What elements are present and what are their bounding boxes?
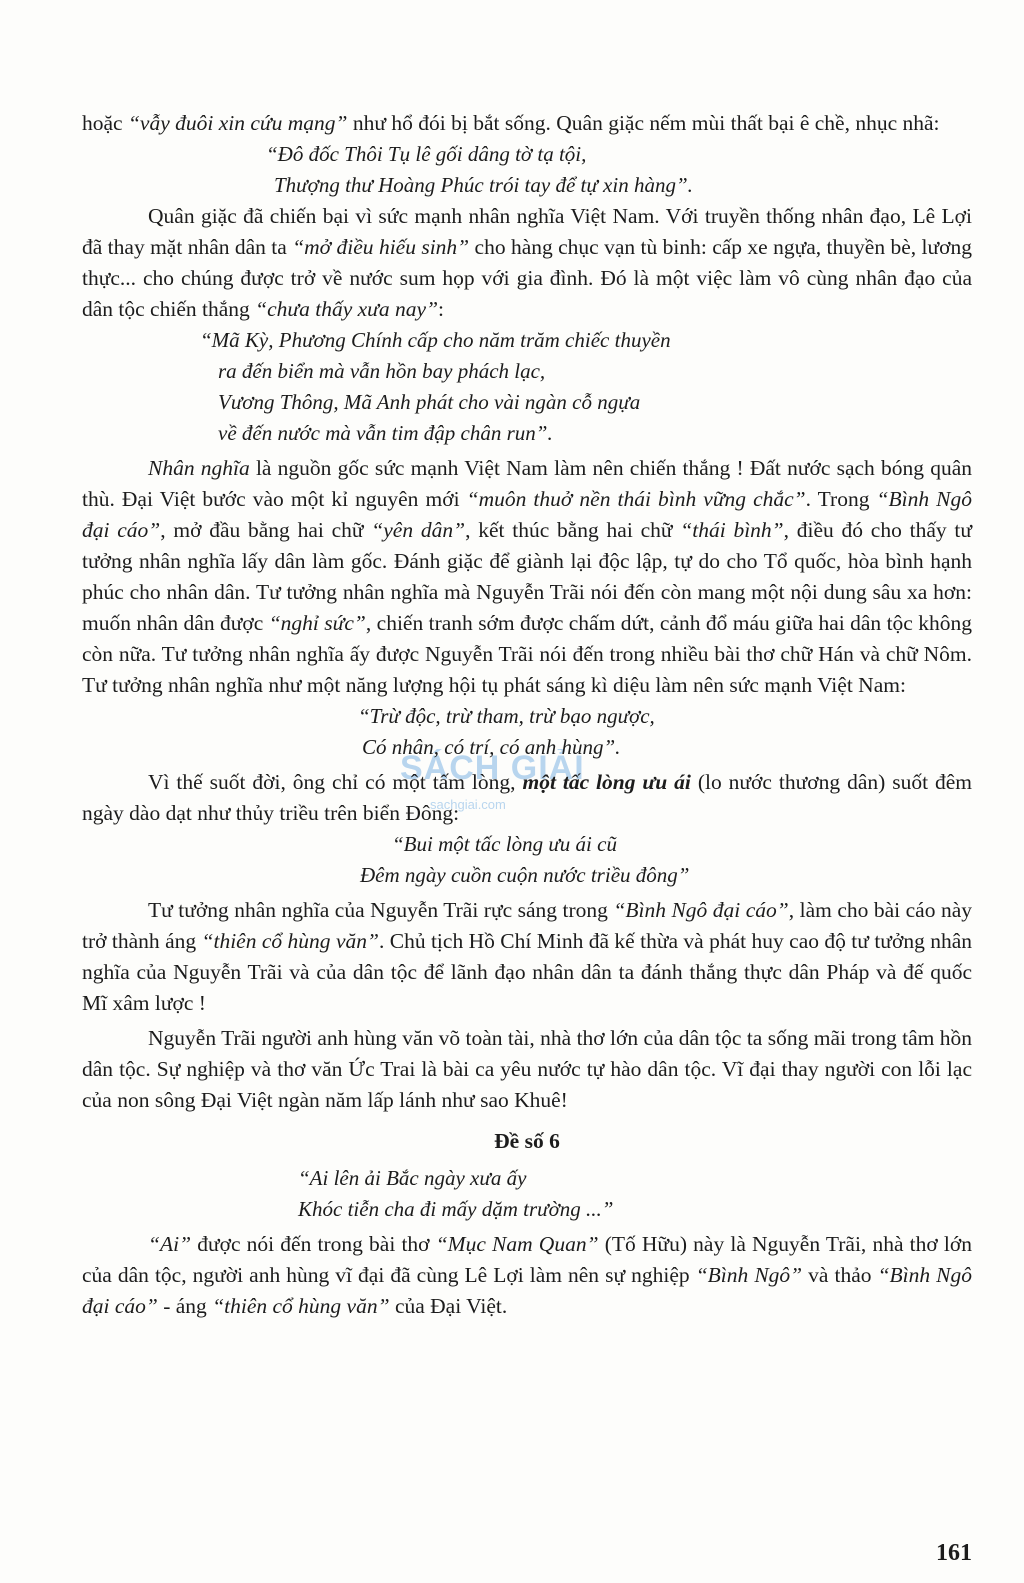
text: (Tố Hữu) này là Nguyễn Trãi, nhà thơ lớn của dân tộc, người anh hùng vĩ đại đã cùng Lê Lợi làm nên sự nghiệp — [82, 1232, 972, 1287]
paragraph-2 — [82, 201, 972, 325]
section-heading: Đề số 6 — [494, 1129, 560, 1153]
verse-5 — [82, 1163, 972, 1225]
text: như hổ đói bị bắt sống. Quân giặc nếm mùi thất bại ê chề, nhục nhã: — [347, 111, 940, 135]
quote: “Bình Ngô” — [695, 1263, 803, 1287]
verse-line: “Mã Kỳ, Phương Chính cấp cho năm trăm chiếc thuyền — [200, 328, 671, 352]
text: của Đại Việt. — [389, 1294, 508, 1318]
verse-line: “Trừ độc, trừ tham, trừ bạo ngược, — [358, 704, 655, 728]
emphasis: Nhân nghĩa — [148, 456, 250, 480]
text: , chiến tranh sớm được chấm dứt, cảnh đổ máu giữa hai dân tộc không còn nữa. Tư tưởng nhân nghĩa ấy được Nguyễn Trãi nói đến trong nhiều bài thơ chữ Hán và chữ Nôm. Tư tưởng nhân nghĩa như một năng lượng hội tụ phát sáng kì diệu làm nên sức mạnh Việt Nam: — [82, 611, 972, 697]
paragraph-3 — [82, 453, 972, 701]
text: cho hàng chục vạn tù binh: cấp xe ngựa, thuyền bè, lương thực... cho chúng được trở về nước sum họp với gia đình. Đó là một việc làm vô cùng nhân đạo của dân tộc chiến thắng — [82, 235, 972, 321]
quote: “Ai” — [148, 1232, 192, 1256]
text: được nói đến trong bài thơ — [191, 1232, 436, 1256]
verse-line: “Bui một tấc lòng ưu ái cũ — [392, 832, 617, 856]
quote: “vẫy đuôi xin cứu mạng” — [127, 111, 348, 135]
text: : — [438, 297, 445, 321]
quote: “Bình Ngô đại cáo” — [82, 487, 972, 542]
quote: “yên dân” — [371, 518, 466, 542]
paragraph-6: Nguyễn Trãi người anh hùng văn võ toàn tài, nhà thơ lớn của dân tộc ta sống mãi trong tâm hồn dân tộc. Sự nghiệp và thơ văn Ức Trai là bài ca yêu nước tự hào dân tộc. Vĩ đại thay người con lỗi lạc của non sông Đại Việt ngàn năm lấp lánh như sao Khuê! — [82, 1026, 972, 1112]
document-page — [82, 108, 972, 1322]
paragraph-7 — [82, 1229, 972, 1322]
verse-line: “Đô đốc Thôi Tụ lê gối dâng tờ tạ tội, — [266, 142, 587, 166]
watermark-sub: sachgiai.com — [430, 797, 506, 812]
paragraph-4 — [82, 767, 972, 829]
verse-line: Thượng thư Hoàng Phúc trói tay để tự xin hàng”. — [274, 173, 693, 197]
quote: “chưa thấy xưa nay” — [255, 297, 439, 321]
verse-line: Có nhân, có trí, có anh hùng”. — [362, 735, 621, 759]
text: là nguồn gốc sức mạnh Việt Nam làm nên chiến thắng ! Đất nước sạch bóng quân thù. Đại Việt bước vào một kỉ nguyên mới — [82, 456, 972, 511]
text: , điều đó cho thấy tư tưởng nhân nghĩa lấy dân làm gốc. Đánh giặc để giành lại độc lập, tự do cho Tổ quốc, hòa bình hạnh phúc cho nhân dân. Tư tưởng nhân nghĩa mà Nguyễn Trãi nói đến còn mang một nội dung sâu xa hơn: muốn nhân dân được — [82, 518, 972, 635]
text: Quân giặc đã chiến bại vì sức mạnh nhân nghĩa Việt Nam. Với truyền thống nhân đạo, Lê Lợi đã thay mặt nhân dân ta — [82, 204, 972, 259]
verse-1 — [82, 139, 972, 201]
quote: “thiên cổ hùng văn” — [201, 929, 379, 953]
text: (lo nước thương dân) suốt đêm ngày dào dạt như thủy triều trên biển Đông: — [82, 770, 972, 825]
text: hoặc — [82, 111, 128, 135]
text: , làm cho bài cáo này trở thành áng — [82, 898, 972, 953]
quote: “muôn thuở nền thái bình vững chắc” — [466, 487, 806, 511]
text: , mở đầu bằng hai chữ — [160, 518, 372, 542]
text: , kết thúc bằng hai chữ — [465, 518, 681, 542]
verse-4 — [82, 829, 972, 891]
quote: “nghỉ sức” — [268, 611, 366, 635]
text: - áng — [157, 1294, 213, 1318]
paragraph-5 — [82, 895, 972, 1019]
watermark-text: SÁCH GIẢI — [400, 749, 585, 787]
quote: “Bình Ngô đại cáo” — [613, 898, 789, 922]
quote: “thái bình” — [680, 518, 784, 542]
quote: “Bình Ngô đại cáo” — [82, 1263, 973, 1318]
text: và thảo — [802, 1263, 878, 1287]
verse-line: Khóc tiễn cha đi mấy dặm trường ...” — [298, 1197, 614, 1221]
verse-line: Vương Thông, Mã Anh phát cho vài ngàn cỗ ngựa — [218, 390, 641, 414]
text: Tư tưởng nhân nghĩa của Nguyễn Trãi rực sáng trong — [148, 898, 614, 922]
verse-line: về đến nước mà vẫn tim đập chân run”. — [218, 421, 553, 445]
page-number: 161 — [936, 1540, 972, 1566]
verse-line: ra đến biển mà vẫn hồn bay phách lạc, — [218, 359, 546, 383]
text: . Trong — [805, 487, 877, 511]
text: . Chủ tịch Hồ Chí Minh đã kế thừa và phát huy cao độ tư tưởng nhân nghĩa của Nguyễn Trãi và của dân tộc để lãnh đạo nhân dân ta đánh thắng thực dân Pháp và đế quốc Mĩ xâm lược ! — [82, 929, 973, 1015]
text: Vì thế suốt đời, ông chỉ có một tấm lòng, — [148, 770, 523, 794]
quote: “mở điều hiếu sinh” — [292, 235, 470, 259]
paragraph-1 — [82, 108, 972, 139]
quote: “Mục Nam Quan” — [435, 1232, 599, 1256]
verse-2 — [82, 325, 972, 449]
verse-3 — [82, 701, 972, 763]
quote: “thiên cổ hùng văn” — [212, 1294, 390, 1318]
verse-line: Đêm ngày cuồn cuộn nước triều đông” — [360, 863, 690, 887]
bold-emphasis: một tấc lòng ưu ái — [522, 770, 691, 794]
verse-line: “Ai lên ải Bắc ngày xưa ấy — [298, 1166, 527, 1190]
